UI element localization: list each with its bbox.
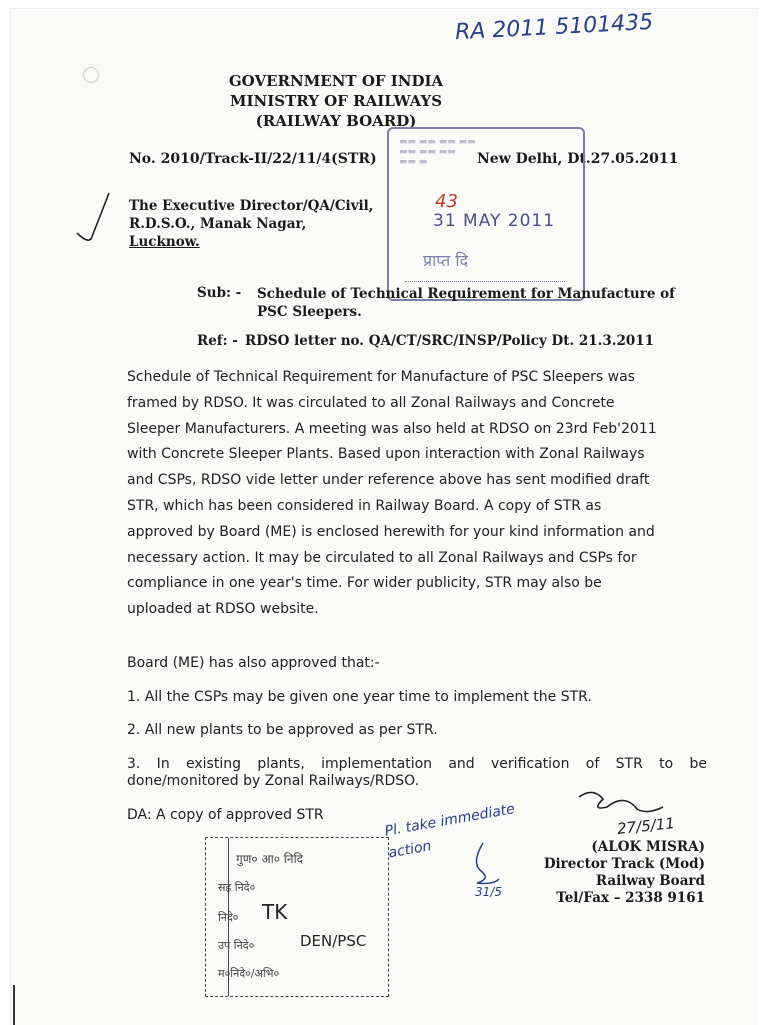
- approved-point-1: 1. All the CSPs may be given one year time to implement the STR.: [127, 689, 592, 705]
- stamp-row-5: म०निदे०/अभि०: [218, 967, 280, 980]
- body-line: Sleeper Manufacturers. A meeting was also held at RDSO on 23rd Feb'2011: [127, 420, 657, 437]
- signatory-contact: Tel/Fax – 2338 9161: [556, 890, 705, 906]
- stamp-row-3-handwritten: TK: [262, 900, 288, 924]
- letterhead-government: GOVERNMENT OF INDIA: [228, 72, 444, 90]
- scan-edge-mark: [13, 985, 15, 1025]
- body-line: framed by RDSO. It was circulated to all Zonal Railways and Concrete: [127, 394, 615, 411]
- handwritten-reference-number: RA 2011 5101435: [454, 9, 654, 46]
- body-line: and CSPs, RDSO vide letter under reference above has sent modified draft: [127, 472, 650, 489]
- stamp-handwritten-number: 43: [435, 191, 458, 212]
- approved-point-3-line-2: done/monitored by Zonal Railways/RDSO.: [127, 773, 420, 789]
- stamp-faded-header: ▬▬ ▬▬ ▬▬ ▬▬ ▬▬ ▬▬ ▬▬ ▬▬ ▬: [399, 137, 476, 167]
- subject-line-2: PSC Sleepers.: [257, 304, 362, 320]
- addressee-city: Lucknow.: [129, 234, 200, 250]
- tick-mark-icon: [73, 189, 113, 249]
- stamp-dotted-line: [405, 281, 565, 282]
- body-line: necessary action. It may be circulated to all Zonal Railways and CSPs for: [127, 549, 637, 566]
- reference-label: Ref: -: [197, 333, 238, 349]
- approved-intro: Board (ME) has also approved that:-: [127, 655, 380, 671]
- letterhead-board: (RAILWAY BOARD): [255, 112, 417, 130]
- signatory-block: [533, 839, 705, 907]
- body-line: uploaded at RDSO website.: [127, 601, 319, 618]
- enclosure-note: DA: A copy of approved STR: [127, 807, 324, 823]
- initial-scribble-icon: [463, 839, 503, 889]
- addressee-block: [129, 197, 374, 251]
- addressee-line-1: The Executive Director/QA/Civil,: [129, 198, 374, 214]
- stamp-date: 31 MAY 2011: [433, 211, 556, 231]
- body-line: Schedule of Technical Requirement for Manufacture of PSC Sleepers was: [127, 369, 635, 385]
- stamp-hindi-label: प्राप्त दि: [423, 251, 469, 270]
- reference-text: RDSO letter no. QA/CT/SRC/INSP/Policy Dt. 21.3.2011: [245, 333, 655, 349]
- office-routing-stamp: [205, 837, 389, 997]
- received-stamp: [387, 127, 585, 301]
- signatory-designation: Director Track (Mod): [543, 856, 705, 872]
- letter-page: [10, 8, 759, 1025]
- stamp-row-3: निदे०: [218, 911, 239, 924]
- approved-point-2: 2. All new plants to be approved as per STR.: [127, 722, 438, 738]
- signatory-name: (ALOK MISRA): [591, 839, 705, 855]
- signatory-office: Railway Board: [595, 873, 705, 889]
- place-and-date: New Delhi, Dt.27.05.2011: [477, 151, 679, 167]
- body-paragraph: [127, 365, 707, 623]
- letterhead: [11, 71, 661, 131]
- subject-line-1: Schedule of Technical Requirement for Manufacture of: [257, 286, 675, 302]
- initial-date: 31/5: [475, 885, 502, 899]
- body-line: with Concrete Sleeper Plants. Based upon interaction with Zonal Railways: [127, 446, 645, 463]
- note-line-2: action: [387, 838, 433, 862]
- letter-number: No. 2010/Track-II/22/11/4(STR): [129, 151, 377, 167]
- addressee-line-2: R.D.S.O., Manak Nagar,: [129, 216, 307, 232]
- note-line-1: Pl. take immediate: [383, 801, 517, 840]
- stamp-row-4: उप निदे०: [218, 939, 255, 952]
- subject-text: [257, 285, 675, 321]
- stamp-row-2: सह निदे०: [218, 881, 256, 894]
- approved-point-3-line-1: 3. In existing plants, implementation and verification of STR to be: [127, 756, 707, 772]
- stamp-row-1: गुण० आ० निदि: [236, 852, 304, 866]
- body-line: approved by Board (ME) is enclosed herewith for your kind information and: [127, 523, 655, 540]
- body-line: STR, which has been considered in Railway Board. A copy of STR as: [127, 497, 602, 514]
- subject-label: Sub: -: [197, 285, 242, 301]
- signature-date: 27/5/11: [616, 814, 676, 838]
- letterhead-ministry: MINISTRY OF RAILWAYS: [229, 92, 443, 110]
- body-line: compliance in one year's time. For wider publicity, STR may also be: [127, 575, 602, 592]
- stamp-row-4-handwritten: DEN/PSC: [300, 932, 367, 950]
